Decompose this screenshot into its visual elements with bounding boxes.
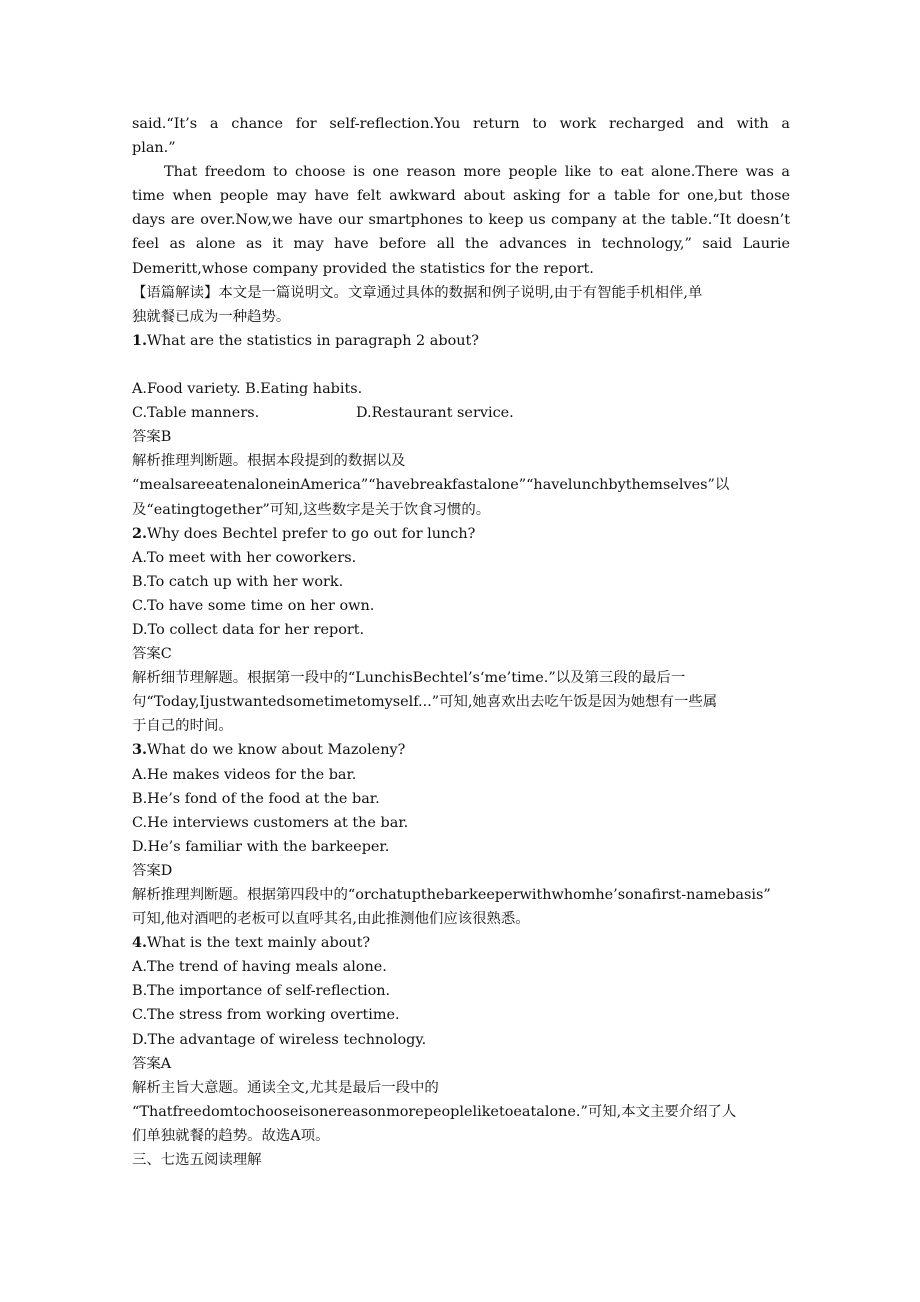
explanation-line: “Thatfreedomtochooseisonereasonmorepeopleliketoeatalone.”可知,本文主要介绍了人 <box>132 1103 737 1120</box>
section-heading: 三、七选五阅读理解 <box>132 1152 262 1169</box>
question-stem-text: What are the statistics in paragraph 2 about? <box>147 332 480 349</box>
question-number: 1. <box>132 331 148 349</box>
option-c: C.Table manners. <box>132 405 260 422</box>
blank-line <box>132 353 790 377</box>
explanation-line: 解析主旨大意题。通读全文,尤其是最后一段中的 <box>132 1079 439 1096</box>
option-line: C.He interviews customers at the bar. <box>132 814 409 831</box>
answer-line: 答案B <box>132 429 172 446</box>
passage-line: plan.” <box>132 140 176 157</box>
document-content <box>132 112 790 1172</box>
question-4-stem <box>132 931 790 955</box>
option-line: D.The advantage of wireless technology. <box>132 1031 427 1048</box>
explanation-line: 解析细节理解题。根据第一段中的“LunchisBechtel’s‘me’time.”以及第三段的最后一 <box>132 670 686 687</box>
option-d: D.Restaurant service. <box>356 405 514 422</box>
question-number: 3. <box>132 741 148 759</box>
option-line: D.He’s familiar with the barkeeper. <box>132 838 390 855</box>
option-line: A.To meet with her coworkers. <box>132 549 357 566</box>
option-line: C.To have some time on her own. <box>132 597 375 614</box>
passage-line: feel as alone as it may have before all the advances in technology,” said Laurie <box>132 236 790 253</box>
explanation-line: “mealsareeatenaloneinAmerica”“havebreakfastalone”“havelunchbythemselves”以 <box>132 477 730 494</box>
option-line: D.To collect data for her report. <box>132 621 365 638</box>
option-line: B.To catch up with her work. <box>132 573 344 590</box>
answer-line: 答案A <box>132 1055 172 1072</box>
question-stem-text: Why does Bechtel prefer to go out for lunch? <box>147 525 476 542</box>
passage-line: Demeritt,whose company provided the statistics for the report. <box>132 260 594 277</box>
explanation-line: 及“eatingtogether”可知,这些数字是关于饮食习惯的。 <box>132 501 491 518</box>
question-1-stem <box>132 329 790 353</box>
question-stem-text: What do we know about Mazoleny? <box>147 742 406 759</box>
question-stem-text: What is the text mainly about? <box>147 935 371 952</box>
explanation-line: 句“Today,Ijustwantedsometimetomyself...”可知,她喜欢出去吃午饭是因为她想有一些属 <box>132 694 718 711</box>
option-pair-line <box>132 401 790 425</box>
explanation-line: 解析推理判断题。根据第四段中的“orchatupthebarkeeperwithwhomhe’sonafirst-namebasis” <box>132 887 771 903</box>
option-line: A.Food variety. B.Eating habits. <box>132 381 363 398</box>
explanation-line: 可知,他对酒吧的老板可以直呼其名,由此推测他们应该很熟悉。 <box>132 911 530 928</box>
option-line: C.The stress from working overtime. <box>132 1007 400 1024</box>
explanation-line: 们单独就餐的趋势。故选A项。 <box>132 1127 330 1144</box>
passage-line: days are over.Now,we have our smartphones to keep us company at the table.“It doesn’t <box>132 212 790 229</box>
passage-line: time when people may have felt awkward about asking for a table for one,but those <box>132 188 790 205</box>
question-number: 2. <box>132 524 148 542</box>
question-number: 4. <box>132 934 148 952</box>
explanation-line: 于自己的时间。 <box>132 718 233 735</box>
question-2-stem <box>132 522 790 546</box>
option-line: A.The trend of having meals alone. <box>132 959 387 976</box>
option-line: B.He’s fond of the food at the bar. <box>132 790 380 807</box>
passage-line: said.“It’s a chance for self-reflection.You return to work recharged and with a <box>132 116 790 132</box>
option-line: A.He makes videos for the bar. <box>132 766 357 783</box>
answer-line: 答案D <box>132 862 173 879</box>
passage-line: That freedom to choose is one reason more people like to eat alone.There was a <box>164 164 790 181</box>
option-line: B.The importance of self-reflection. <box>132 983 391 1000</box>
discourse-analysis-line: 独就餐已成为一种趋势。 <box>132 308 291 325</box>
answer-line: 答案C <box>132 646 172 663</box>
explanation-line: 解析推理判断题。根据本段提到的数据以及 <box>132 453 406 470</box>
discourse-analysis-line: 【语篇解读】本文是一篇说明文。文章通过具体的数据和例子说明,由于有智能手机相伴,单 <box>132 284 703 301</box>
question-3-stem <box>132 738 790 762</box>
